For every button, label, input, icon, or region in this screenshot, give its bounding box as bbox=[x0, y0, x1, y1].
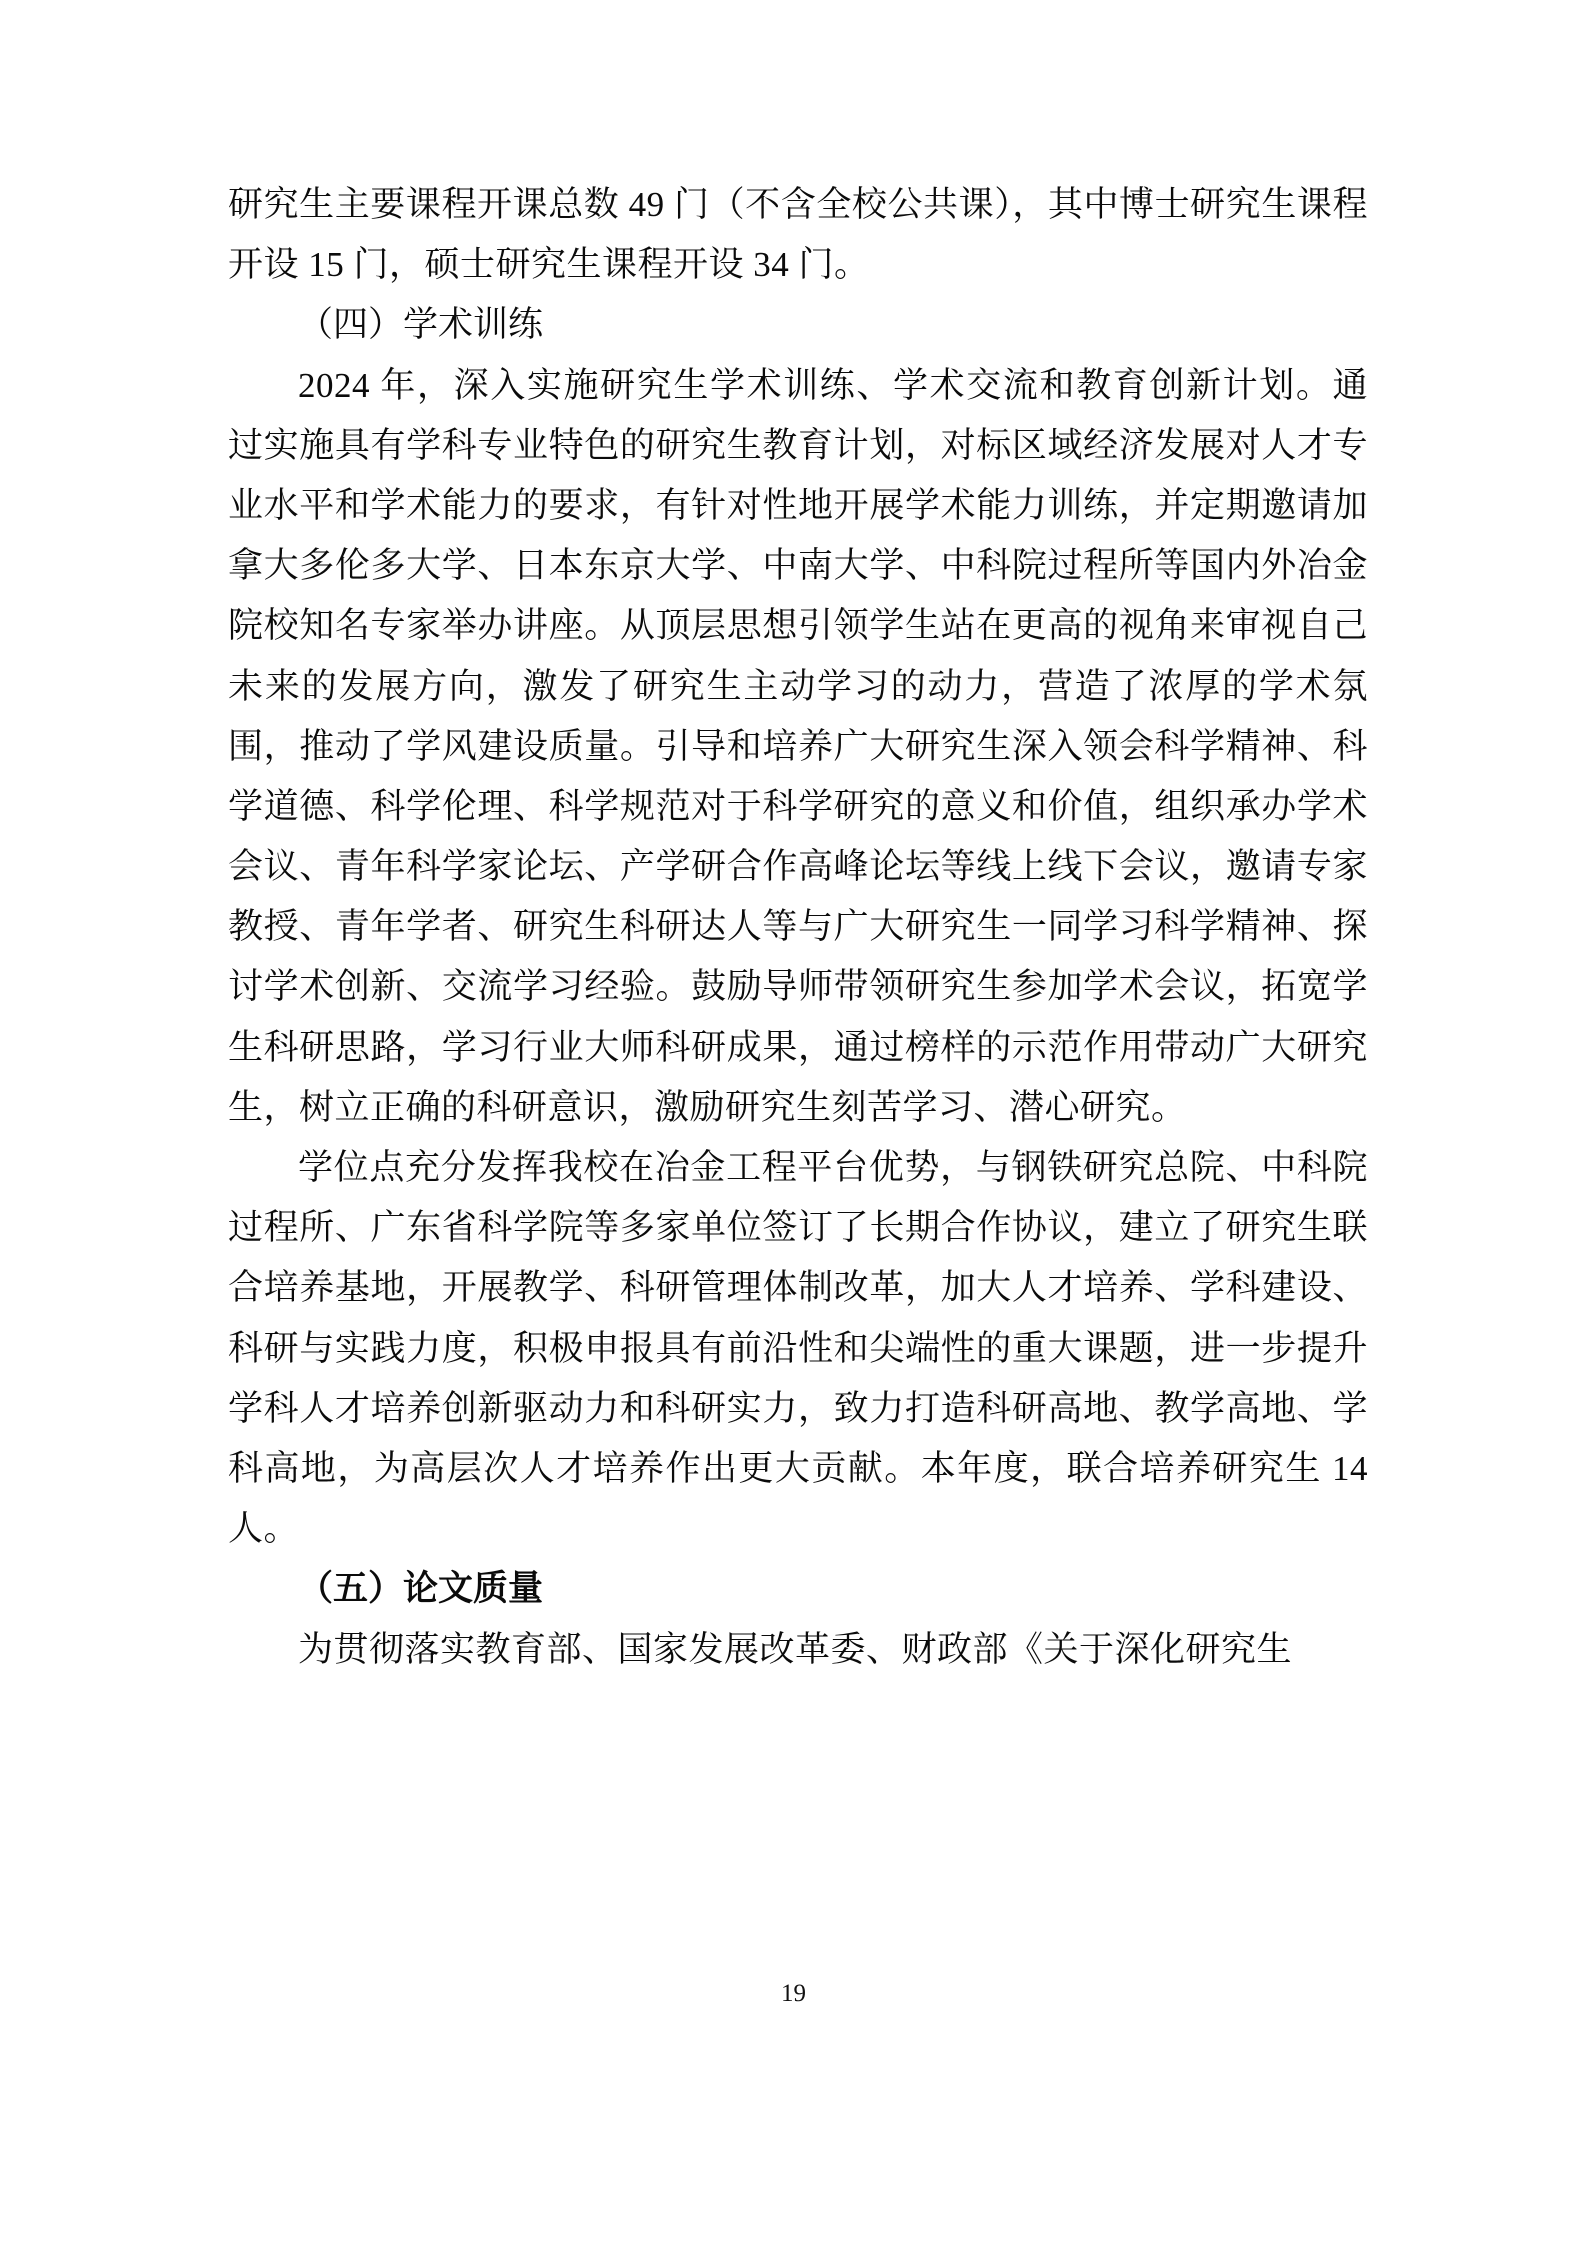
paragraph-academic-training: 2024 年，深入实施研究生学术训练、学术交流和教育创新计划。通过实施具有学科专业特色的研究生教育计划，对标区域经济发展对人才专业水平和学术能力的要求，有针对性地开展学术能力训练，并定期邀请加拿大多伦多大学、日本东京大学、中南大学、中科院过程所等国内外冶金院校知名专家举办讲座。从顶层思想引领学生站在更高的视角来审视自己未来的发展方向，激发了研究生主动学习的动力，营造了浓厚的学术氛围，推动了学风建设质量。引导和培养广大研究生深入领会科学精神、科学道德、科学伦理、科学规范对于科学研究的意义和价值，组织承办学术会议、青年科学家论坛、产学研合作高峰论坛等线上线下会议，邀请专家教授、青年学者、研究生科研达人等与广大研究生一同学习科学精神、探讨学术创新、交流学习经验。鼓励导师带领研究生参加学术会议，拓宽学生科研思路，学习行业大师科研成果，通过榜样的示范作用带动广大研究生，树立正确的科研意识，激励研究生刻苦学习、潜心研究。 bbox=[228, 365, 1368, 1127]
page-content bbox=[228, 175, 1368, 1680]
page-number: 19 bbox=[781, 1980, 806, 2007]
section-heading-five: （五）论文质量 bbox=[298, 1569, 544, 1609]
paragraph-thesis-quality: 为贯彻落实教育部、国家发展改革委、财政部《关于深化研究生 bbox=[298, 1629, 1293, 1669]
paragraph-joint-training-platform: 学位点充分发挥我校在冶金工程平台优势，与钢铁研究总院、中科院过程所、广东省科学院等多家单位签订了长期合作协议，建立了研究生联合培养基地，开展教学、科研管理体制改革，加大人才培养、学科建设、科研与实践力度，积极申报具有前沿性和尖端性的重大课题，进一步提升学科人才培养创新驱动力和科研实力，致力打造科研高地、教学高地、学科高地，为高层次人才培养作出更大贡献。本年度，联合培养研究生 14 人。 bbox=[228, 1148, 1368, 1549]
paragraph-courses: 研究生主要课程开课总数 49 门（不含全校公共课），其中博士研究生课程开设 15 门，硕士研究生课程开设 34 门。 bbox=[228, 185, 1368, 285]
section-heading-four: （四）学术训练 bbox=[298, 305, 544, 345]
